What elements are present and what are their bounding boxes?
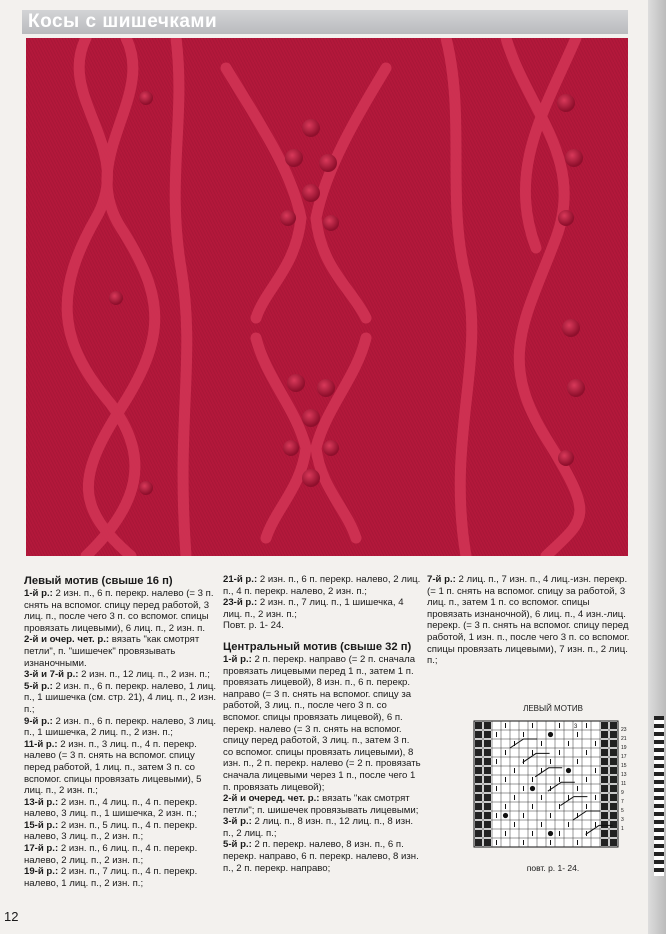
purl-cell bbox=[484, 776, 491, 783]
purl-cell bbox=[475, 722, 482, 729]
purl-cell bbox=[601, 839, 608, 846]
row-text: 2 п. перекр. направо (= 2 п. сначала провязать лицевыми перед 1 п., затем 1 п. провязать лицевой), 8 изн. п., 6 п. перекр. направо (= 3 п. снять на вспомог. спицу за работой, 3 лиц. п., после чего 3 п. со вспомог. спицы провязать лицевой), 6 п. перекр. налево (= 3 п. снять на вспомог. спицу перед работой, 3 лиц. п., затем 3 п. со вспомог. спицы провязать лицевыми), 8 изн. п., 2 п. перекр. налево (= 2 п. провязать сначала лицевыми через 1 п., после чего 1 п. провязать лицевой); bbox=[223, 653, 421, 793]
instruction-row bbox=[223, 793, 421, 816]
purl-cell bbox=[601, 803, 608, 810]
row-label: 3-й и 7-й р.: bbox=[24, 669, 79, 681]
purl-cell bbox=[601, 731, 608, 738]
instruction-row bbox=[24, 669, 220, 681]
purl-cell bbox=[484, 767, 491, 774]
row-number-label: 15 bbox=[621, 762, 627, 769]
bobble-mark bbox=[503, 813, 508, 818]
purl-cell bbox=[601, 794, 608, 801]
section-title: Косы с шишечками bbox=[28, 11, 218, 32]
row-text: 2 изн. п., 6 п. перекр. налево, 3 лиц. п., 1 шишечка, 2 лиц. п., 2 изн. п.; bbox=[24, 715, 217, 739]
middle-rows-top bbox=[223, 574, 421, 620]
row-number-label: 23 bbox=[621, 726, 627, 733]
section-header bbox=[22, 10, 628, 34]
row-text: 2 изн. п., 4 лиц. п., 4 п. перекр. налево, 3 лиц. п., 1 шишечка, 2 изн. п.; bbox=[24, 796, 198, 820]
row-number-label: 5 bbox=[621, 807, 624, 814]
purl-cell bbox=[475, 749, 482, 756]
row-number-label: 21 bbox=[621, 735, 627, 742]
row-text: 2 изн. п., 6 п. перекр. налево, 2 лиц. п., 4 п. перекр. налево, 2 изн. п.; bbox=[223, 574, 421, 597]
row-label: 1-й р.: bbox=[24, 588, 53, 599]
row-text: 2 изн. п., 7 лиц. п., 1 шишечка, 4 лиц. п., 2 изн. п.; bbox=[223, 597, 404, 620]
purl-cell bbox=[484, 740, 491, 747]
purl-cell bbox=[610, 731, 617, 738]
purl-cell bbox=[484, 812, 491, 819]
row-number-label: 3 bbox=[621, 816, 624, 823]
row-label: 2-й и очер. чет. р.: bbox=[24, 634, 110, 646]
instruction-row bbox=[24, 820, 220, 843]
knitting-photo bbox=[26, 38, 628, 556]
purl-cell bbox=[484, 821, 491, 828]
purl-cell bbox=[610, 794, 617, 801]
instruction-row bbox=[24, 739, 220, 797]
repeat-note: Повт. р. 1- 24. bbox=[223, 620, 284, 632]
purl-cell bbox=[475, 839, 482, 846]
purl-cell bbox=[601, 722, 608, 729]
purl-cell bbox=[484, 785, 491, 792]
row-number-label: 11 bbox=[621, 780, 627, 787]
row-label: 1-й р.: bbox=[223, 653, 252, 665]
row-text: 2 лиц. п., 8 изн. п., 12 лиц. п., 8 изн. п., 2 лиц. п.; bbox=[223, 816, 414, 839]
purl-cell bbox=[601, 749, 608, 756]
purl-cell bbox=[610, 830, 617, 837]
purl-cell bbox=[601, 758, 608, 765]
central-motif-rows bbox=[223, 654, 421, 874]
purl-cell bbox=[484, 830, 491, 837]
chart-caption: повт. р. 1- 24. bbox=[526, 863, 580, 873]
purl-cell bbox=[610, 812, 617, 819]
instruction-row bbox=[24, 797, 220, 820]
row-label: 9-й р.: bbox=[24, 715, 53, 727]
purl-cell bbox=[601, 740, 608, 747]
left-motif-rows bbox=[24, 588, 220, 889]
instruction-row bbox=[24, 634, 220, 669]
purl-cell bbox=[601, 767, 608, 774]
purl-cell bbox=[484, 731, 491, 738]
row-label: 5-й р.: bbox=[223, 839, 252, 851]
purl-cell bbox=[475, 740, 482, 747]
row-label: 21-й р.: bbox=[223, 574, 258, 585]
row-text: 2 изн. п., 12 лиц. п., 2 изн. п.; bbox=[78, 669, 210, 681]
purl-cell bbox=[601, 776, 608, 783]
purl-cell bbox=[475, 731, 482, 738]
purl-cell bbox=[610, 767, 617, 774]
chart-title: ЛЕВЫЙ МОТИВ bbox=[523, 704, 583, 713]
purl-cell bbox=[475, 767, 482, 774]
edge-chart-strip bbox=[654, 716, 664, 876]
instruction-row bbox=[24, 843, 220, 866]
bobble-mark bbox=[530, 786, 535, 791]
purl-cell bbox=[484, 803, 491, 810]
row-text: 2 изн. п., 7 лиц. п., 4 п. перекр. налево, 1 лиц. п., 2 изн. п.; bbox=[24, 866, 198, 889]
row-text: 2 изн. п., 6 лиц. п., 4 п. перекр. налево, 2 лиц. п., 2 изн. п.; bbox=[24, 843, 198, 866]
central-motif-heading: Центральный мотив (свыше 32 п) bbox=[223, 640, 412, 653]
row-text: 2 п. перекр. налево, 8 изн. п., 6 п. перекр. направо, 6 п. перекр. налево, 8 изн. п., 2 п. перекр. направо; bbox=[223, 839, 419, 874]
row-label: 19-й р.: bbox=[24, 866, 59, 878]
bobble-mark bbox=[548, 831, 553, 836]
purl-cell bbox=[610, 740, 617, 747]
purl-cell bbox=[601, 812, 608, 819]
purl-cell bbox=[601, 830, 608, 837]
right-rows bbox=[427, 574, 635, 667]
row-text: 2 изн. п., 5 лиц. п., 4 п. перекр. налево, 3 лиц. п., 2 изн. п.; bbox=[24, 819, 198, 843]
page-number: 12 bbox=[4, 909, 19, 924]
row-label: 5-й р.: bbox=[24, 680, 53, 692]
row-label: 23-й р.: bbox=[223, 597, 258, 609]
purl-cell bbox=[610, 722, 617, 729]
row-text: вязать "как смотрят петли"; п. шишечек провязывать лицевыми; bbox=[223, 793, 419, 816]
purl-cell bbox=[475, 794, 482, 801]
purl-cell bbox=[475, 803, 482, 810]
purl-cell bbox=[475, 830, 482, 837]
instruction-row bbox=[427, 574, 635, 667]
row-label: 17-й р.: bbox=[24, 843, 59, 855]
row-text: 2 изн. п., 6 п. перекр. налево (= 3 п. снять на вспомог. спицу перед работой, 3 лиц. п., после чего 3 п. со вспомог. спицы провязать лицевыми), 6 лиц. п., 2 изн. п. bbox=[24, 588, 214, 634]
purl-cell bbox=[601, 785, 608, 792]
bobble-mark bbox=[566, 768, 571, 773]
row-label: 7-й р.: bbox=[427, 574, 456, 585]
text-column-middle bbox=[223, 574, 421, 874]
instruction-row bbox=[223, 839, 421, 874]
purl-cell bbox=[475, 812, 482, 819]
instruction-row bbox=[223, 816, 421, 839]
instruction-row bbox=[223, 654, 421, 793]
bobble-mark bbox=[548, 732, 553, 737]
row-text: 2 лиц. п., 7 изн. п., 4 лиц.-изн. перекр. (= 1 п. снять на вспомог. спицу за работой, 3 лиц. п., затем 1 п. со вспомог. спицы провязать изнаночной), 6 лиц. п., 4 изн.-лиц. перекр. (= 3 п. снять на вспомог. спицу перед работой, 1 изн. п., после чего 3 п. со вспомог. спицы провязать лицевыми), 7 изн. п., 2 лиц. п.; bbox=[427, 574, 630, 667]
row-text: 2 изн. п., 3 лиц. п., 4 п. перекр. налево (= 3 п. снять на вспомог. спицу перед работой, 1 лиц. п., затем 3 п. со вспомог. спицы провязать лицевыми), 5 лиц. п., 2 изн. п.; bbox=[24, 738, 202, 797]
row-label: 3-й р.: bbox=[223, 816, 252, 828]
purl-cell bbox=[484, 749, 491, 756]
purl-cell bbox=[484, 839, 491, 846]
row-number-label: 7 bbox=[621, 798, 624, 805]
purl-cell bbox=[475, 776, 482, 783]
purl-cell bbox=[484, 722, 491, 729]
row-label: 11-й р.: bbox=[24, 738, 58, 750]
purl-cell bbox=[610, 749, 617, 756]
chart-number-label: 3 bbox=[574, 724, 578, 730]
purl-cell bbox=[610, 758, 617, 765]
row-number-label: 1 bbox=[621, 825, 624, 832]
row-label: 15-й р.: bbox=[24, 819, 59, 831]
instruction-row bbox=[24, 716, 220, 739]
purl-cell bbox=[484, 794, 491, 801]
purl-cell bbox=[475, 785, 482, 792]
purl-cell bbox=[610, 839, 617, 846]
row-text: 2 изн. п., 6 п. перекр. налево, 1 лиц. п., 1 шишечка (см. стр. 21), 4 лиц. п., 2 изн. п.; bbox=[24, 680, 217, 715]
text-column-right bbox=[427, 574, 635, 667]
purl-cell bbox=[610, 821, 617, 828]
instruction-row bbox=[24, 866, 220, 889]
purl-cell bbox=[484, 758, 491, 765]
row-number-label: 13 bbox=[621, 771, 627, 778]
purl-cell bbox=[475, 758, 482, 765]
purl-cell bbox=[610, 776, 617, 783]
row-text: вязать "как смотрят петли", п. "шишечек" провязывать изнаночными. bbox=[24, 634, 200, 669]
instruction-row bbox=[24, 681, 220, 716]
text-column-left bbox=[24, 574, 220, 889]
instruction-row bbox=[223, 597, 421, 620]
row-number-label: 19 bbox=[621, 744, 627, 751]
instruction-row bbox=[223, 574, 421, 597]
knitting-chart-grid bbox=[470, 719, 636, 855]
purl-cell bbox=[610, 803, 617, 810]
left-motif-chart bbox=[470, 704, 636, 873]
row-label: 13-й р.: bbox=[24, 796, 59, 808]
left-motif-heading: Левый мотив (свыше 16 п) bbox=[24, 575, 173, 587]
row-number-label: 17 bbox=[621, 753, 627, 760]
purl-cell bbox=[610, 785, 617, 792]
row-label: 2-й и очеред. чет. р.: bbox=[223, 793, 320, 805]
purl-cell bbox=[475, 821, 482, 828]
row-number-label: 9 bbox=[621, 789, 624, 796]
instruction-row bbox=[24, 588, 220, 634]
purl-cell bbox=[601, 821, 608, 828]
